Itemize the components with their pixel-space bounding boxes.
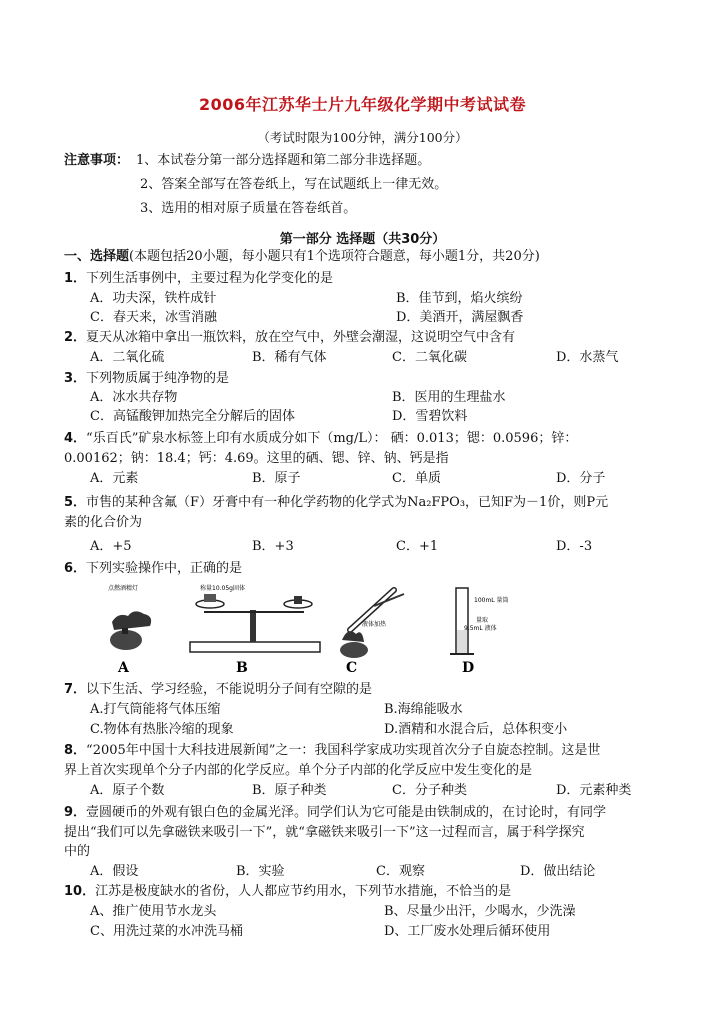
- figure-d-graduated-cylinder: [450, 588, 509, 674]
- question-text: “2005年中国十大科技进展新闻”之一：我国科学家成功实现首次分子自旋态控制。这是世: [86, 743, 601, 758]
- section-label: 一、选择题: [64, 249, 130, 264]
- option: C、用洗过菜的水冲洗马桶: [90, 924, 243, 939]
- page-title: 2006年江苏华士片九年级化学期中考试试卷: [198, 95, 527, 114]
- figure-label: B: [236, 660, 248, 674]
- option: C．高锰酸钾加热完全分解后的固体: [90, 409, 295, 424]
- question-number: 5．: [64, 495, 87, 510]
- option: A．功夫深，铁杵成针: [90, 291, 217, 306]
- figure-b-balance: [190, 584, 320, 674]
- figure-label: A: [118, 660, 129, 674]
- option: C．分子种类: [392, 783, 467, 798]
- option: A．元素: [90, 471, 139, 486]
- question-text: 夏天从冰箱中拿出一瓶饮料，放在空气中，外壁会潮湿，这说明空气中含有: [86, 330, 516, 345]
- question-4: [64, 430, 577, 448]
- option: B、尽量少出汗，少喝水，少洗澡: [384, 904, 576, 919]
- option: A．+5: [90, 539, 132, 554]
- question-8: [64, 742, 600, 760]
- option: D．美酒开，满屋飘香: [396, 310, 524, 325]
- figure-caption: 液体加热: [362, 621, 387, 628]
- question-text-cont: 中的: [64, 844, 91, 859]
- question-number: 8．: [64, 743, 87, 758]
- option: C．+1: [396, 539, 439, 554]
- option: B．原子: [252, 471, 301, 486]
- question-number: 1．: [64, 271, 87, 286]
- question-3: [64, 370, 229, 388]
- option: B.海绵能吸水: [384, 702, 463, 717]
- option: B．医用的生理盐水: [392, 390, 506, 405]
- figure-caption: 量取: [476, 617, 489, 624]
- option: A．原子个数: [90, 783, 165, 798]
- figure-label: D: [462, 660, 475, 674]
- section-header: [64, 248, 540, 266]
- question-number: 9．: [64, 805, 87, 820]
- figure-c-liquid-heating: [340, 590, 404, 674]
- question-text: 江苏是极度缺水的省份，人人都应节约用水，下列节水措施，不恰当的是: [95, 884, 512, 899]
- question-1: [64, 270, 333, 288]
- question-2: [64, 329, 515, 347]
- question-number: 4．: [64, 431, 87, 446]
- option: D.酒精和水混合后，总体积变小: [384, 722, 568, 737]
- option: B．实验: [236, 864, 285, 879]
- option: C．二氧化碳: [392, 350, 467, 365]
- note-item: 3、选用的相对原子质量在答卷纸首。: [140, 201, 357, 216]
- question-number: 2．: [64, 330, 87, 345]
- figure-caption: 称量10.05g固体: [200, 585, 245, 592]
- question-number: 6．: [64, 561, 87, 576]
- question-number: 3．: [64, 371, 87, 386]
- question-text-cont: 素的化合价为: [64, 515, 143, 530]
- note-item: 2、答案全部写在答卷纸上，写在试题纸上一律无效。: [140, 177, 448, 192]
- figure-caption: 100mL 量筒: [474, 597, 509, 604]
- question-text: “乐百氏”矿泉水标签上印有水质成分如下（mg/L）： 硒：0.013；锶：0.0596；锌：: [86, 431, 578, 446]
- option: A．假设: [90, 864, 139, 879]
- option: D．元素种类: [556, 783, 632, 798]
- question-text: 下列物质属于纯净物的是: [86, 371, 230, 386]
- option: D、工厂废水处理后循环使用: [384, 924, 551, 939]
- question-text: 下列生活事例中，主要过程为化学变化的是: [86, 271, 334, 286]
- option: D．水蒸气: [556, 350, 619, 365]
- option: B．稀有气体: [252, 350, 327, 365]
- question-text: 壹圆硬币的外观有银白色的金属光泽。同学们认为它可能是由铁制成的，在讨论时，有同学: [86, 805, 607, 820]
- question-5: [64, 494, 608, 512]
- question-number: 7．: [64, 682, 87, 697]
- exam-subtitle: （考试时限为100分钟，满分100分）: [257, 130, 468, 145]
- note-item: 1、本试卷分第一部分选择题和第二部分非选择题。: [136, 153, 431, 168]
- lab-operations-figure: [104, 582, 524, 674]
- option: B．佳节到，焰火缤纷: [396, 291, 523, 306]
- figure-a-alcohol-lamp: [108, 584, 151, 674]
- question-text-cont: 界上首次实现单个分子内部的化学反应。单个分子内部的化学反应中发生变化的是: [64, 763, 533, 778]
- figure-caption: 9.5mL 液体: [464, 625, 497, 632]
- option: A．冰水共存物: [90, 390, 178, 405]
- option: C．春天来，冰雪消融: [90, 310, 217, 325]
- question-number: 10．: [64, 884, 96, 899]
- option: C．观察: [376, 864, 425, 879]
- option: C．单质: [392, 471, 441, 486]
- question-9: [64, 804, 606, 822]
- option: B．原子种类: [252, 783, 327, 798]
- notes-label: 注意事项：: [64, 153, 130, 168]
- option: A、推广使用节水龙头: [90, 904, 217, 919]
- question-text-cont: 0.00162；钠：18.4；钙：4.69。这里的硒、锶、锌、钠、钙是指: [64, 451, 449, 466]
- question-text: 下列实验操作中，正确的是: [86, 561, 243, 576]
- option: A.打气筒能将气体压缩: [90, 702, 221, 717]
- option: D．做出结论: [520, 864, 596, 879]
- question-text: 市售的某种含氟（F）牙膏中有一种化学药物的化学式为Na₂FPO₃，已知F为－1价，则P元: [86, 495, 609, 510]
- question-text: 以下生活、学习经验，不能说明分子间有空隙的是: [86, 682, 373, 697]
- question-10: [64, 883, 511, 901]
- option: C.物体有热胀冷缩的现象: [90, 722, 234, 737]
- option: D．-3: [556, 539, 593, 554]
- option: A．二氧化硫: [90, 350, 165, 365]
- section-desc: (本题包括20小题，每小题只有1个选项符合题意，每小题1分，共20分): [129, 249, 540, 264]
- question-7: [64, 681, 372, 699]
- figure-caption: 点燃酒精灯: [108, 585, 139, 592]
- question-text-cont: 提出“我们可以先拿磁铁来吸引一下”，就“拿磁铁来吸引一下”这一过程而言，属于科学探究: [64, 825, 585, 840]
- option: D．分子: [556, 471, 606, 486]
- option: B．+3: [252, 539, 294, 554]
- figure-label: C: [346, 660, 358, 674]
- question-6: [64, 560, 242, 578]
- option: D．雪碧饮料: [392, 409, 468, 424]
- part-heading: 第一部分 选择题（共30分）: [279, 232, 446, 247]
